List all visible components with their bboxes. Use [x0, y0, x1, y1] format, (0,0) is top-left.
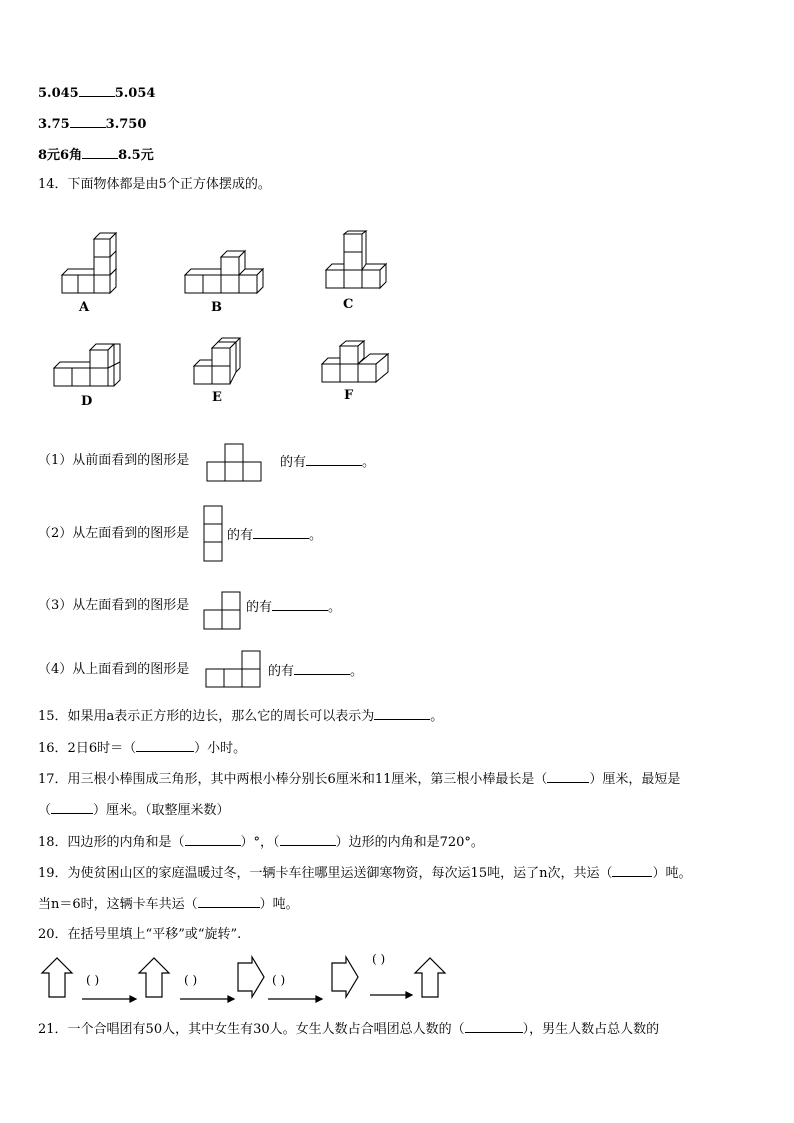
compare-row-1: 5.045 5.054	[38, 86, 156, 101]
q21: 21．一个合唱团有50人，其中女生有30人。女生人数占合唱团总人数的（ ），男生人数占总人数的	[38, 1022, 660, 1037]
answer-blank[interactable]	[198, 895, 260, 908]
cube-figure-c	[324, 230, 390, 292]
q18: 18．四边形的内角和是（ ）°，（ ）边形的内角和是720°。	[38, 835, 484, 850]
label-b: B	[211, 300, 222, 315]
answer-paren[interactable]: ( )	[272, 973, 286, 987]
q14-sub2-answer: 的有 。	[227, 528, 323, 543]
answer-blank[interactable]	[51, 801, 93, 814]
answer-blank[interactable]	[612, 864, 652, 877]
left-view-l-shape	[203, 591, 243, 631]
q20-title: 20．在括号里填上“平移”或“旋转”.	[38, 927, 242, 942]
answer-blank[interactable]	[374, 707, 430, 720]
q15: 15．如果用a表示正方形的边长，那么它的周长可以表示为 。	[38, 709, 444, 724]
right-arrow-shape	[238, 957, 264, 997]
answer-blank[interactable]	[253, 526, 309, 539]
up-arrow-shape	[42, 958, 72, 997]
cube-figure-b	[183, 250, 265, 298]
q16: 16．2日6时＝（ ）小时。	[38, 741, 247, 756]
cube-figure-a	[58, 232, 128, 298]
answer-blank[interactable]	[465, 1020, 523, 1033]
q14-sub4-answer: 的有 。	[268, 664, 364, 679]
answer-blank[interactable]	[185, 833, 241, 846]
answer-blank[interactable]	[136, 739, 194, 752]
cube-figure-e	[192, 336, 242, 388]
q19-line1: 19．为使贫困山区的家庭温暖过冬，一辆卡车往哪里运送御寒物资，每次运15吨，运了n次，共运（ ）吨。	[38, 866, 692, 881]
q14-sub1-answer: 的有 。	[280, 455, 376, 470]
q19-line2: 当n＝6时，这辆卡车共运（ ）吨。	[38, 897, 299, 912]
q17-line1: 17．用三根小棒围成三角形，其中两根小棒分别长6厘米和11厘米，第三根小棒最长是（ ）厘米，最短是	[38, 772, 681, 787]
cube-figure-d	[52, 343, 124, 391]
answer-blank[interactable]	[280, 833, 336, 846]
left-view-column-shape	[203, 505, 223, 563]
answer-blank[interactable]	[547, 770, 589, 783]
transform-diagram	[38, 955, 458, 1003]
right-arrow-shape	[332, 957, 358, 997]
compare-row-3: 8元6角 8.5元	[38, 148, 154, 163]
answer-paren[interactable]: ( )	[372, 952, 386, 966]
answer-blank[interactable]	[294, 662, 350, 675]
answer-blank[interactable]	[306, 453, 362, 466]
label-c: C	[343, 297, 354, 312]
q14-sub3: （3）从左面看到的图形是	[38, 598, 190, 613]
answer-paren[interactable]: ( )	[86, 973, 100, 987]
up-arrow-shape	[139, 958, 169, 997]
label-a: A	[79, 300, 90, 315]
top-view-shape	[205, 650, 263, 690]
cube-figure-f	[320, 340, 392, 386]
label-e: E	[212, 390, 222, 405]
q14-sub3-answer: 的有 。	[246, 600, 342, 615]
q14-sub4: （4）从上面看到的图形是	[38, 662, 190, 677]
answer-blank[interactable]	[70, 115, 106, 128]
q14-sub2: （2）从左面看到的图形是	[38, 526, 190, 541]
up-arrow-shape	[415, 958, 445, 997]
answer-paren[interactable]: ( )	[184, 973, 198, 987]
answer-blank[interactable]	[82, 146, 118, 159]
q14-sub1: （1）从前面看到的图形是	[38, 453, 190, 468]
answer-blank[interactable]	[79, 84, 115, 97]
q17-line2: （ ）厘米。（取整厘米数）	[38, 803, 230, 818]
q14-title: 14．下面物体都是由5个正方体摆成的。	[38, 177, 271, 192]
compare-row-2: 3.75 3.750	[38, 117, 147, 132]
label-d: D	[81, 394, 93, 409]
answer-blank[interactable]	[272, 598, 328, 611]
front-view-shape	[206, 443, 264, 483]
label-f: F	[344, 388, 354, 403]
